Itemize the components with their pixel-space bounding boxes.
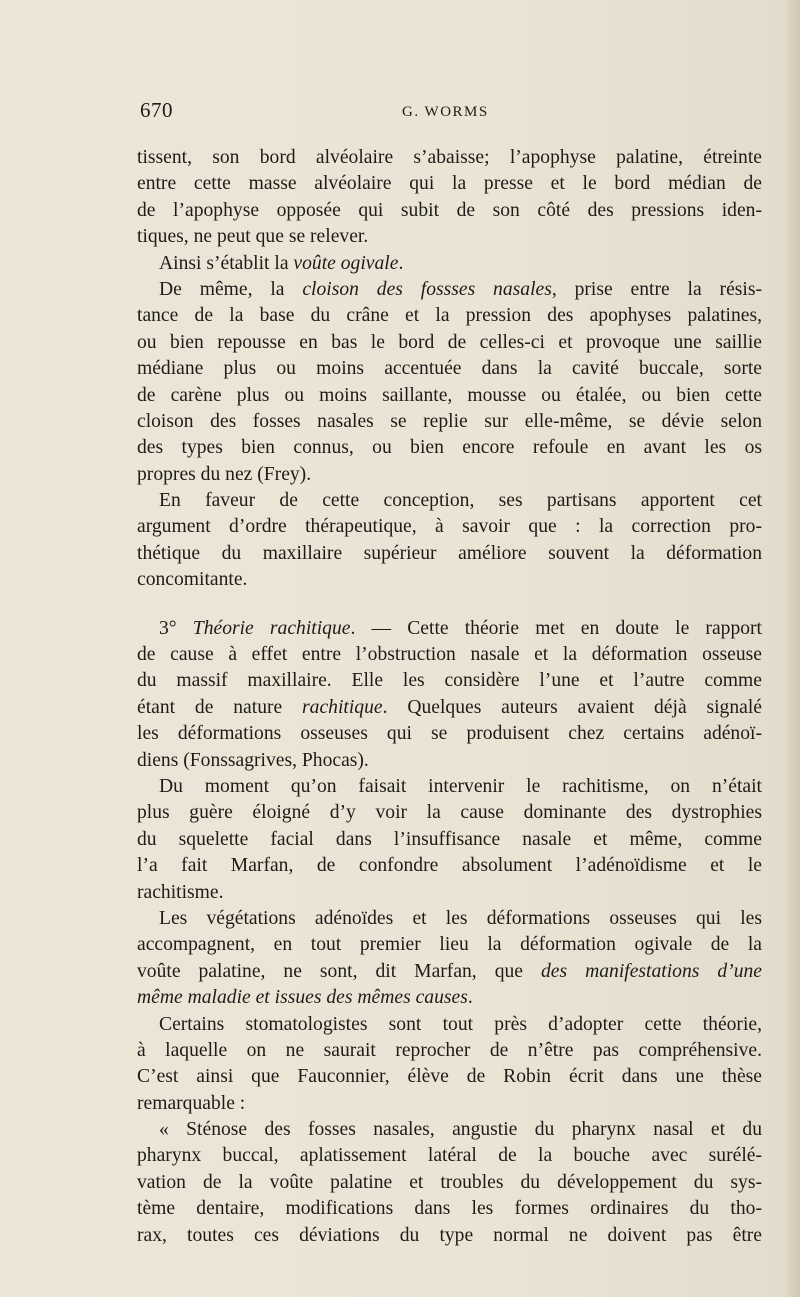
text-line: rachitisme. [137, 881, 224, 903]
running-head: G. WORMS [402, 104, 489, 120]
text-line: « Sténose des fosses nasales, angustie du pharynx nasal et du [159, 1119, 762, 1141]
text-line: accompagnent, en tout premier lieu la déformation ogivale de la [137, 934, 762, 956]
text-line: médiane plus ou moins accentuée dans la cavité buccale, sorte [137, 358, 762, 380]
text-line: diens (Fonssagrives, Phocas). [137, 749, 369, 771]
text-line: pharynx buccal, aplatissement latéral de la bouche avec surélé- [137, 1145, 762, 1167]
text-line: plus guère éloigné d’y voir la cause dominante des dystrophies [137, 802, 762, 824]
text-line: tance de la base du crâne et la pression des apophyses palatines, [137, 305, 762, 327]
text-line: argument d’ordre thérapeutique, à savoir que : la correction pro- [137, 516, 762, 538]
page-number: 670 [140, 98, 173, 122]
text-line: remarquable : [137, 1092, 246, 1114]
text-line: vation de la voûte palatine et troubles du développement du sys- [137, 1171, 762, 1193]
text-line: voûte palatine, ne sont, dit Marfan, que des manifestations d’une [137, 960, 762, 982]
text-line: de carène plus ou moins saillante, mousse ou étalée, ou bien cette [137, 384, 762, 406]
text-line: rax, toutes ces déviations du type normal ne doivent pas être [137, 1224, 762, 1246]
text-line: du massif maxillaire. Elle les considère l’une et l’autre comme [137, 670, 762, 692]
text-line: C’est ainsi que Fauconnier, élève de Robin écrit dans une thèse [137, 1066, 762, 1088]
text-line: Certains stomatologistes sont tout près d’adopter cette théorie, [159, 1013, 762, 1035]
text-line: l’a fait Marfan, de confondre absolument l’adénoïdisme et le [137, 855, 762, 877]
text-line: tissent, son bord alvéolaire s’abaisse; l’apophyse palatine, étreinte [137, 147, 762, 168]
text-line: même maladie et issues des mêmes causes. [137, 987, 473, 1009]
text-line: concomitante. [137, 569, 248, 591]
text-line: Les végétations adénoïdes et les déformations osseuses qui les [159, 907, 762, 929]
text-line: Du moment qu’on faisait intervenir le rachitisme, on n’était [159, 775, 762, 797]
text-line: étant de nature rachitique. Quelques auteurs avaient déjà signalé [137, 696, 762, 718]
text-line: tème dentaire, modifications dans les formes ordinaires du tho- [137, 1198, 762, 1220]
page-edge [786, 0, 800, 1297]
text-line: à laquelle on ne saurait reprocher de n’être pas compréhensive. [137, 1039, 762, 1061]
text-line: thétique du maxillaire supérieur améliore souvent la déformation [137, 542, 762, 564]
text-line: propres du nez (Frey). [137, 463, 312, 485]
text-line: des types bien connus, ou bien encore refoule en avant les os [137, 437, 762, 459]
text-line: de l’apophyse opposée qui subit de son côté des pressions iden- [137, 199, 762, 221]
page-header [140, 98, 760, 128]
text-line: cloison des fosses nasales se replie sur elle-même, se dévie selon [137, 410, 762, 432]
text-line: les déformations osseuses qui se produisent chez certains adénoï- [137, 723, 762, 745]
text-line: du squelette facial dans l’insuffisance nasale et même, comme [137, 828, 762, 850]
text-line: 3° Théorie rachitique. — Cette théorie met en doute le rapport [159, 617, 763, 639]
body-text [137, 145, 762, 1249]
text-line: En faveur de cette conception, ses partisans apportent cet [159, 490, 762, 512]
text-line: Ainsi s’établit la voûte ogivale. [159, 252, 404, 274]
text-line: tiques, ne peut que se relever. [137, 226, 369, 248]
text-line: De même, la cloison des fossses nasales, prise entre la résis- [159, 278, 762, 300]
section-gap [137, 594, 762, 616]
text-line: entre cette masse alvéolaire qui la presse et le bord médian de [137, 173, 762, 195]
text-line: ou bien repousse en bas le bord de celles-ci et provoque une saillie [137, 331, 762, 353]
text-line: de cause à effet entre l’obstruction nasale et la déformation osseuse [137, 644, 762, 666]
